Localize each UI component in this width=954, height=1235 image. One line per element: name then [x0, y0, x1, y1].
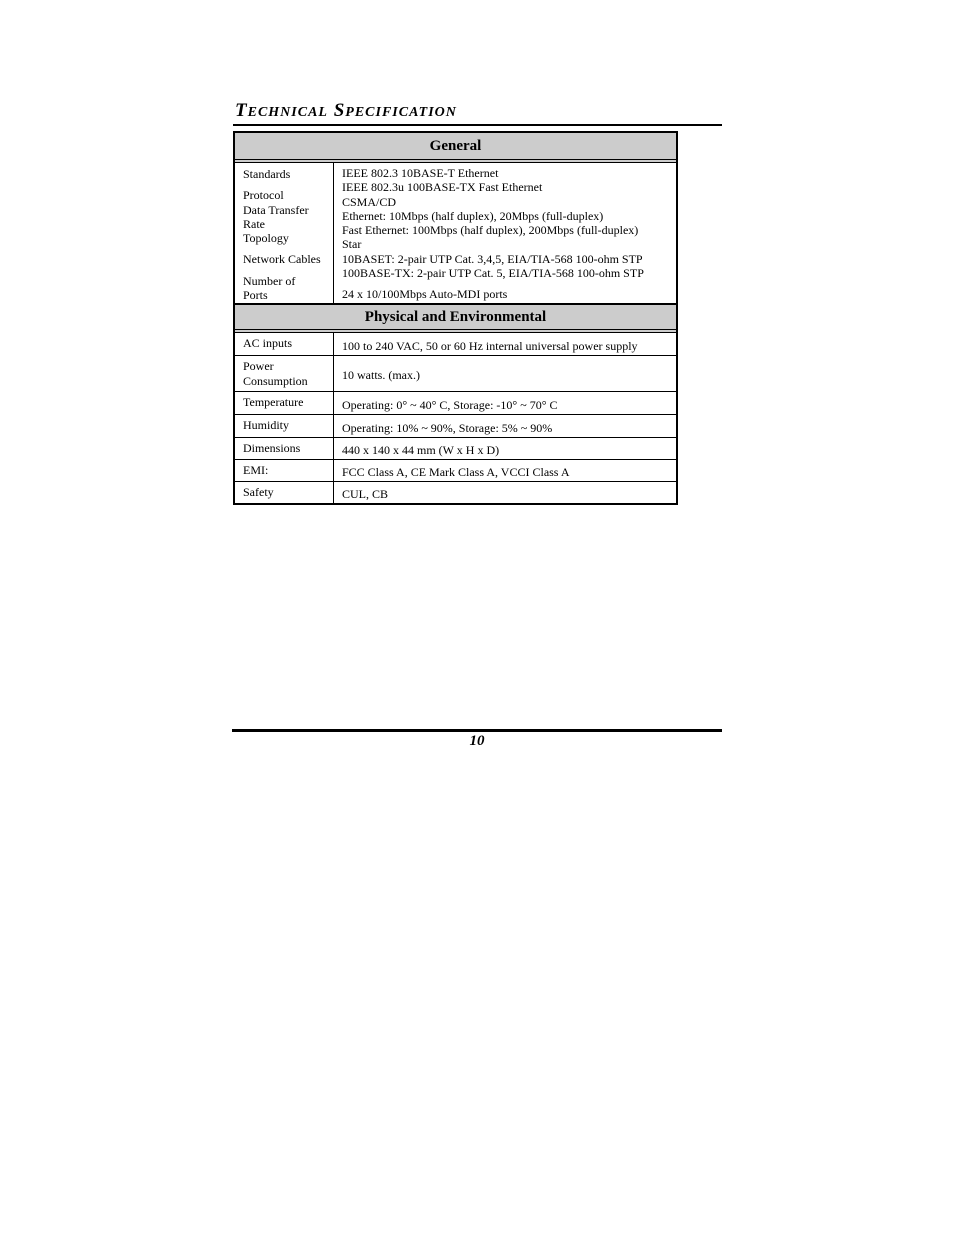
label-network-cables: Network Cables [243, 252, 321, 267]
table-row [235, 333, 676, 355]
page-title [235, 100, 721, 122]
label-standards: Standards [243, 167, 291, 181]
value-rate-ethernet: Ethernet: 10Mbps (half duplex), 20Mbps (full-duplex) [342, 208, 604, 223]
row-value: Operating: 0° ~ 40° C, Storage: -10° ~ 70° C [342, 397, 558, 412]
section-header-general: General [235, 133, 676, 163]
row-value: Operating: 10% ~ 90%, Storage: 5% ~ 90% [342, 420, 553, 435]
table-row [235, 437, 676, 459]
section-header-physical: Physical and Environmental [235, 304, 676, 333]
row-label: Humidity [235, 415, 334, 437]
table-row [235, 355, 676, 391]
row-label: EMI: [235, 460, 334, 481]
general-labels [235, 163, 334, 303]
title-rest-specification: PECIFICATION [345, 105, 457, 120]
label-rate: Rate [243, 216, 265, 231]
table-row [235, 391, 676, 414]
label-number-of: Number of [243, 273, 296, 288]
value-cables-10baset: 10BASET: 2-pair UTP Cat. 3,4,5, EIA/TIA-568 100-ohm STP [342, 251, 643, 266]
row-value: 100 to 240 VAC, 50 or 60 Hz internal universal power supply [342, 338, 638, 353]
value-protocol: CSMA/CD [342, 194, 397, 209]
row-label: Temperature [235, 392, 334, 414]
title-cap-t: T [235, 100, 248, 121]
value-cables-100basetx: 100BASE-TX: 2-pair UTP Cat. 5, EIA/TIA-568 100-ohm STP [342, 266, 644, 281]
label-data-transfer: Data Transfer [243, 202, 309, 217]
row-value: FCC Class A, CE Mark Class A, VCCI Class A [342, 465, 570, 480]
spec-table [233, 131, 678, 505]
value-ports: 24 x 10/100Mbps Auto-MDI ports [342, 287, 508, 302]
row-value: 10 watts. (max.) [342, 368, 420, 383]
row-value: CUL, CB [342, 487, 389, 502]
label-ports: Ports [243, 288, 268, 303]
general-block [235, 163, 676, 304]
label-topology: Topology [243, 231, 289, 246]
value-topology: Star [342, 237, 362, 252]
row-label: Dimensions [235, 438, 334, 459]
value-standards-1: IEEE 802.3 10BASE-T Ethernet [342, 166, 499, 180]
table-row [235, 414, 676, 437]
heading-rule [233, 124, 722, 126]
label-protocol: Protocol [243, 188, 284, 203]
row-label [235, 356, 334, 391]
row-label: AC inputs [235, 333, 334, 355]
value-rate-fast-ethernet: Fast Ethernet: 100Mbps (half duplex), 200Mbps (full-duplex) [342, 223, 639, 238]
table-row [235, 459, 676, 481]
footer-rule [232, 729, 722, 732]
row-value: 440 x 140 x 44 mm (W x H x D) [342, 443, 500, 458]
page-number: 10 [469, 733, 485, 749]
value-standards-2: IEEE 802.3u 100BASE-TX Fast Ethernet [342, 180, 543, 195]
row-label: Safety [235, 482, 334, 503]
table-row [235, 481, 676, 503]
row-label-line: Power [243, 359, 274, 374]
title-rest-technical: ECHNICAL [247, 105, 328, 120]
row-label-line: Consumption [243, 373, 308, 388]
title-cap-s: S [333, 100, 346, 121]
general-values [334, 163, 676, 303]
